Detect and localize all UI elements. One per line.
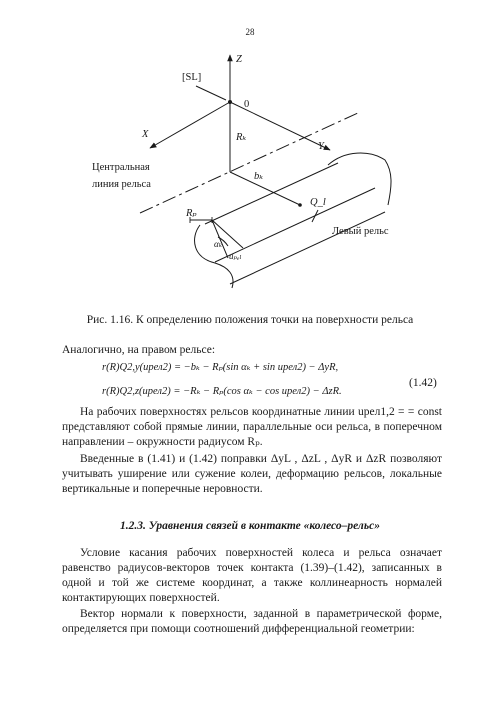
label-alpha: αₖ: [214, 239, 223, 249]
label-y: Y: [318, 141, 324, 152]
label-z: Z: [236, 54, 242, 65]
label-left-rail: Левый рельс: [332, 226, 389, 237]
paragraph-3: Введенные в (1.41) и (1.42) поправки ΔyL , ΔzL , ΔyR и ΔzR позволяют учитывать уширение или сужение колеи, деформацию рельсов, локальные вертикальные и поперечные неровности.: [62, 453, 442, 495]
label-sl: [SL]: [182, 72, 202, 83]
equation-number: (1.42): [409, 377, 437, 389]
rail-geometry-figure: [0, 0, 500, 305]
formula-z: r(R)Q2,z(uрел2) = −Rₖ − Rₚ(cos αₖ − cos uрел2) − ΔzR.: [102, 386, 342, 397]
formula-y: r(R)Q2,y(uрел2) = −bₖ − Rₚ(sin αₖ + sin uрел2) − ΔyR,: [102, 362, 339, 373]
label-ql: Q_l: [310, 197, 326, 208]
label-bk: bₖ: [254, 171, 264, 182]
origin-point: [228, 100, 232, 104]
label-center-line-2: линия рельса: [92, 179, 151, 190]
paragraph-5: Вектор нормали к поверхности, заданной в параметрической форме, определяется при помощи соотношений дифференциальной геометрии:: [62, 608, 442, 635]
page-number: 28: [245, 27, 255, 37]
x-axis: [150, 102, 230, 148]
paragraph-1: Аналогично, на правом рельсе:: [62, 344, 216, 356]
rail-end-far: [328, 153, 391, 205]
center-line: [140, 112, 360, 213]
paragraph-2: На рабочих поверхностях рельсов координатные линии uрел1,2 = = const представляют собой прямые линии, параллельные оси рельса, в поперечном направлении – окружности радиусом Rₚ.: [62, 406, 442, 448]
label-rp: Rₚ: [186, 208, 197, 219]
label-origin: 0: [244, 99, 250, 110]
label-u: uₚₑₗ: [229, 251, 242, 261]
section-title: 1.2.3. Уравнения связей в контакте «колесо–рельс»: [120, 520, 380, 532]
figure-caption: Рис. 1.16. К определению положения точки на поверхности рельса: [86, 314, 414, 326]
label-center-line-1: Центральная: [92, 162, 150, 173]
label-x: X: [142, 129, 149, 140]
bk-line: [230, 172, 300, 205]
rail-edge-3: [230, 212, 385, 284]
paragraph-4: Условие касания рабочих поверхностей колеса и рельса означает равенство радиусов-векторов точек контакта (1.39)–(1.42), записанных в одной и той же системе координат, а также коллинеарность нормалей контактирующих поверхностей.: [62, 547, 442, 604]
label-rk: Rₖ: [236, 132, 247, 143]
bk-point: [298, 203, 302, 207]
